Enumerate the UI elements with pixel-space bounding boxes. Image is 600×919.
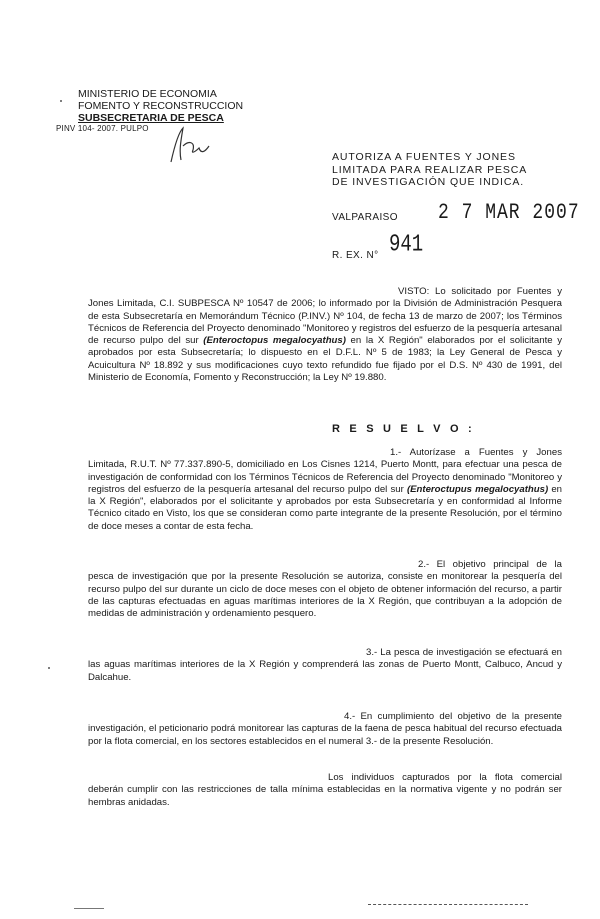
resolution-item-3: 3.- La pesca de investigación se efectuará en las aguas marítimas interiores de la X Región y comprenderá las zonas de Puerto Montt, Calbuco, Ancud y Dalcahue. (88, 647, 562, 683)
initials-signature (165, 124, 215, 170)
resolution-item-1: 1.- Autorízase a Fuentes y Jones Limitada, R.U.T. Nº 77.337.890-5, domiciliado en Los Cisnes 1214, Puerto Montt, para efectuar una pesca de investigación de conformidad con los Términos Técnicos de Referencia del Proyecto denominado "Monitoreo y registros del esfuerzo de la pesquería artesanal del recurso pulpo del sur (Enteroctupus megalocyathus) en la X Región", elaborados por el solicitante y aprobados por esta Subsecretaría y en conformidad al Informe Técnico citado en Visto, los que se consideran como parte integrante de la presente Resolución, por el término de doce meses a contar de esta fecha. (88, 447, 562, 532)
resolution-label: R. EX. N° (332, 250, 379, 261)
species-name: (Enteroctopus megalocyathus) (203, 335, 346, 347)
resolution-item-2: 2.- El objetivo principal de la pesca de investigación que por la presente Resolución se autoriza, consiste en monitorear la pesquería del recurso pulpo del sur durante un ciclo de doce meses con el objeto de obtener información del recurso, a partir de las capturas efectuadas en aguas marítimas interiores de la X Región, que contribuyan a la adopción de medidas de administración y ordenamiento pesquero. (88, 559, 562, 620)
visto-paragraph: VISTO: Lo solicitado por Fuentes y Jones Limitada, C.I. SUBPESCA Nº 10547 de 2006; lo informado por la División de Administración Pesquera de esta Subsecretaría en Memorándum Técnico (P.INV.) Nº 104, de fecha 13 de marzo de 2007; los Términos Técnicos de Referencia del Proyecto denominado "Monitoreo y registros del esfuerzo de la pesquería artesanal de recurso pulpo del sur (Enteroctopus megalocyathus) en la X Región" elaborados por el solicitante y aprobados por esta Subsecretaría; lo dispuesto en el D.F.L. Nº 5 de 1983; la Ley General de Pesca y Acuicultura Nº 18.892 y sus modificaciones cuyo texto refundido fue fijado por el D.S. Nº 430 de 1991, del Ministerio de Economía, Fomento y Reconstrucción; la Ley Nº 19.880. (88, 286, 562, 384)
date-stamp: 2 7 MAR 2007 (438, 200, 580, 226)
scan-mark (74, 908, 104, 909)
signature-line (368, 904, 528, 905)
scan-speck (60, 100, 62, 102)
resolution-number: 941 (389, 230, 424, 258)
reference-code: PINV 104- 2007. PULPO (56, 124, 149, 133)
letterhead-ministry: MINISTERIO DE ECONOMIA (78, 88, 217, 100)
species-name: (Enteroctupus megalocyathus) (406, 483, 549, 495)
resolution-item-4: 4.- En cumplimiento del objetivo de la presente investigación, el peticionario podrá monitorear las capturas de la faena de pesca habitual del recurso efectuada por la flota comercial, en los sectores establecidos en el numeral 3.- de la presente Resolución. (88, 711, 562, 747)
resolution-item-4-continued: Los individuos capturados por la flota comercial deberán cumplir con las restricciones de talla mínima establecidas en la normativa vigente y no podrán ser hembras anidadas. (88, 772, 562, 808)
letterhead-subsecretaria: SUBSECRETARIA DE PESCA (78, 112, 224, 124)
scan-speck (48, 667, 50, 669)
letterhead-department: FOMENTO Y RECONSTRUCCION (78, 100, 244, 112)
letterhead (78, 88, 243, 124)
resolution-subject: AUTORIZA A FUENTES Y JONES LIMITADA PARA REALIZAR PESCA DE INVESTIGACIÓN QUE INDICA. (332, 151, 527, 188)
resuelvo-heading: R E S U E L V O : (332, 423, 475, 435)
place-label: VALPARAISO (332, 212, 398, 223)
